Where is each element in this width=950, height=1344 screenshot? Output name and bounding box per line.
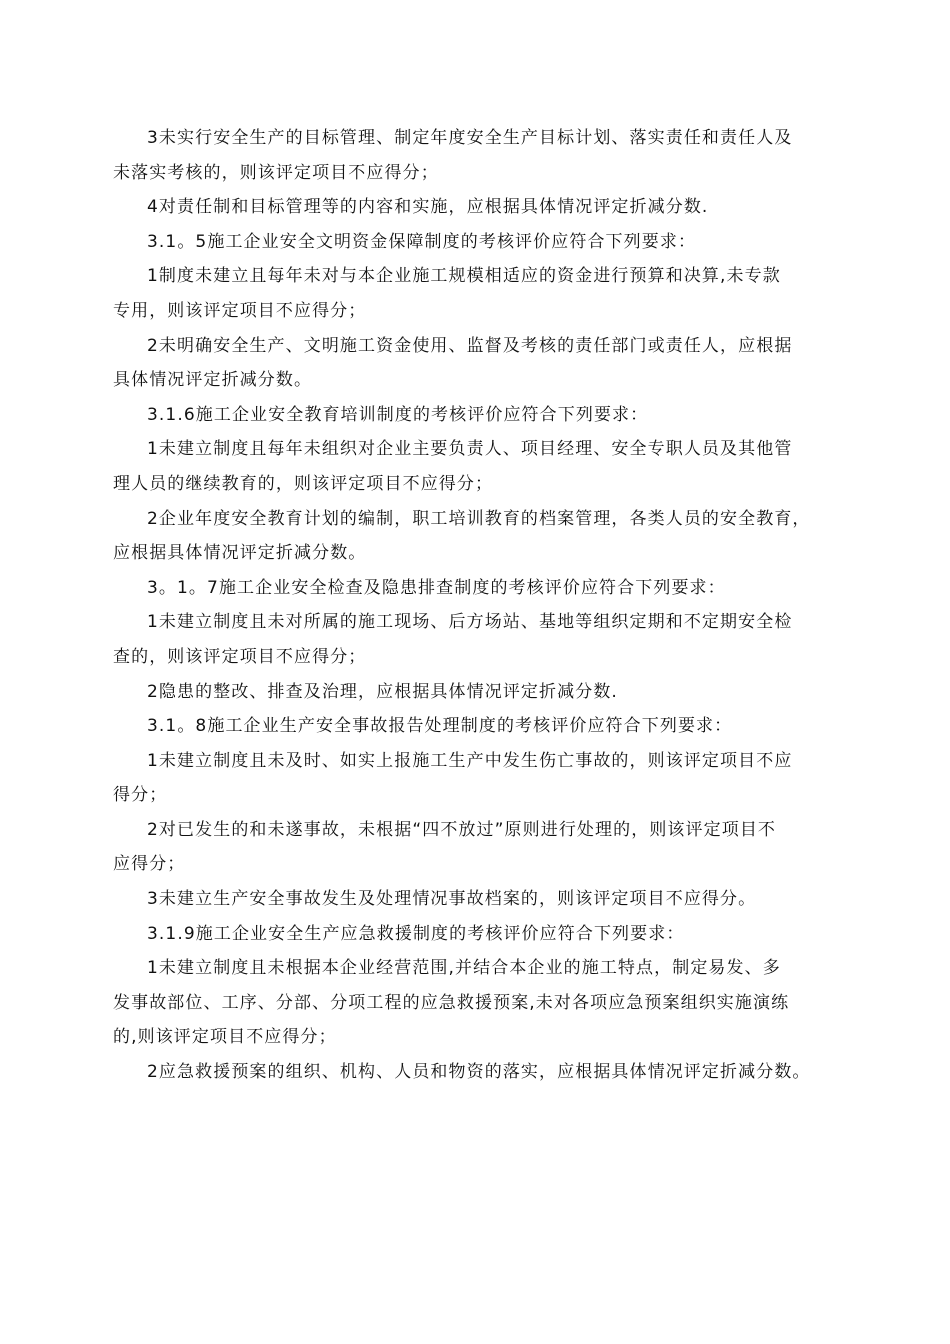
text-line: 具体情况评定折减分数。 — [113, 370, 313, 391]
text-line: 2未明确安全生产、文明施工资金使用、监督及考核的责任部门或责任人，应根据 — [147, 335, 793, 356]
text-line: 应得分； — [113, 854, 186, 875]
text-line: 的,则该评定项目不应得分； — [113, 1027, 337, 1048]
text-line: 3未建立生产安全事故发生及处理情况事故档案的，则该评定项目不应得分。 — [147, 889, 757, 910]
text-line: 专用，则该评定项目不应得分； — [113, 300, 367, 321]
text-line: 3.1。8施工企业生产安全事故报告处理制度的考核评价应符合下列要求： — [147, 716, 733, 737]
text-line: 3.1.9施工企业安全生产应急救援制度的考核评价应符合下列要求： — [147, 923, 685, 944]
text-line: 2隐患的整改、排查及治理，应根据具体情况评定折减分数. — [147, 681, 618, 702]
text-line: 2对已发生的和未遂事故，未根据“四不放过”原则进行处理的，则该评定项目不 — [147, 819, 777, 840]
document-body — [113, 121, 848, 1090]
text-line: 1未建立制度且未根据本企业经营范围,并结合本企业的施工特点，制定易发、多 — [147, 958, 781, 979]
text-line: 发事故部位、工序、分部、分项工程的应急救援预案,未对各项应急预案组织实施演练 — [113, 992, 790, 1013]
text-line: 未落实考核的，则该评定项目不应得分； — [113, 162, 439, 183]
text-line: 理人员的继续教育的，则该评定项目不应得分； — [113, 473, 494, 494]
text-line: 应根据具体情况评定折减分数。 — [113, 543, 367, 564]
text-line: 3.1.6施工企业安全教育培训制度的考核评价应符合下列要求： — [147, 404, 649, 425]
text-line: 得分； — [113, 785, 168, 806]
text-line: 1制度未建立且每年未对与本企业施工规模相适应的资金进行预算和决算,未专款 — [147, 266, 781, 287]
text-line: 1未建立制度且每年未组织对企业主要负责人、项目经理、安全专职人员及其他管 — [147, 439, 793, 460]
text-line: 查的，则该评定项目不应得分； — [113, 646, 367, 667]
text-line: 2企业年度安全教育计划的编制，职工培训教育的档案管理，各类人员的安全教育， — [147, 508, 811, 529]
text-line: 4对责任制和目标管理等的内容和实施，应根据具体情况评定折减分数. — [147, 197, 709, 218]
text-line: 3。1。7施工企业安全检查及隐患排查制度的考核评价应符合下列要求： — [147, 577, 726, 598]
text-line: 3.1。5施工企业安全文明资金保障制度的考核评价应符合下列要求： — [147, 231, 697, 252]
text-line: 1未建立制度且未及时、如实上报施工生产中发生伤亡事故的，则该评定项目不应 — [147, 750, 793, 771]
text-line: 2应急救援预案的组织、机构、人员和物资的落实，应根据具体情况评定折减分数。 — [147, 1062, 811, 1083]
text-line: 1未建立制度且未对所属的施工现场、后方场站、基地等组织定期和不定期安全检 — [147, 612, 793, 633]
text-line: 3未实行安全生产的目标管理、制定年度安全生产目标计划、落实责任和责任人及 — [147, 128, 793, 148]
